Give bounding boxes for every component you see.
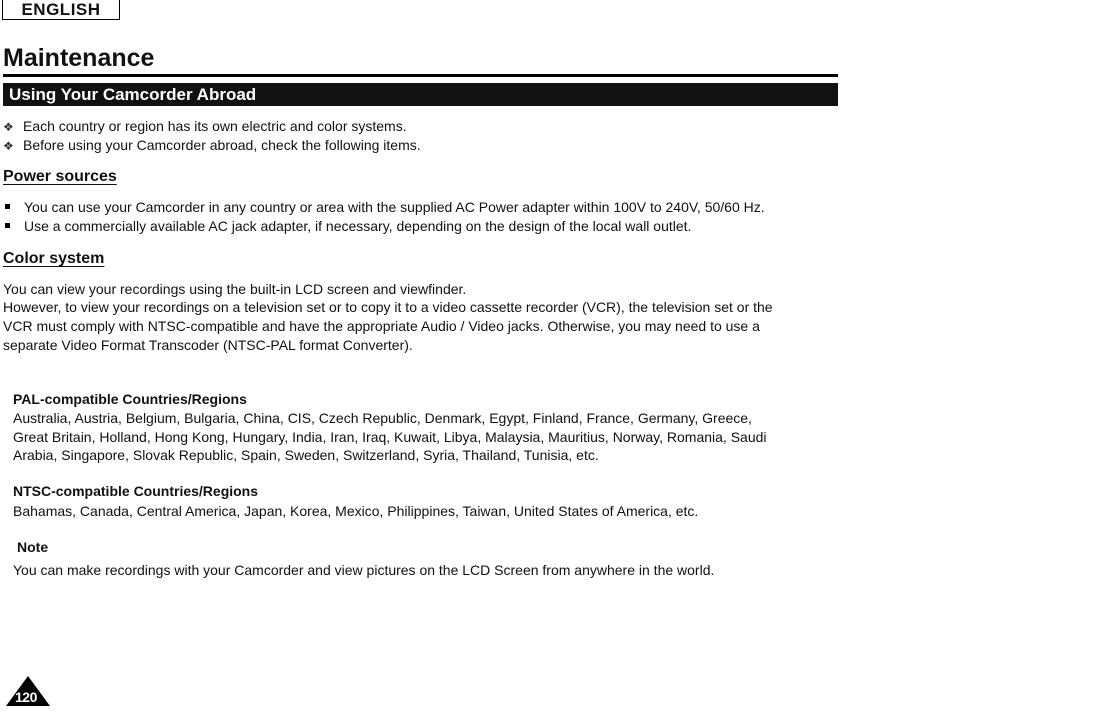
note-text: You can make recordings with your Camcorder and view pictures on the LCD Screen from anywhere in the world. — [13, 562, 715, 578]
square-bullet-icon — [5, 204, 10, 209]
language-label: ENGLISH — [2, 0, 120, 20]
section-title: Using Your Camcorder Abroad — [9, 84, 257, 104]
power-sources-heading: Power sources — [3, 168, 117, 185]
diamond-bullet-icon: ❖ — [3, 139, 14, 153]
intro-item: ❖ Each country or region has its own electric and color systems. — [3, 117, 407, 137]
color-system-line: You can view your recordings using the built-in LCD screen and viewfinder. — [3, 281, 467, 297]
pal-heading: PAL-compatible Countries/Regions — [13, 391, 247, 407]
power-item: You can use your Camcorder in any country or area with the supplied AC Power adapter within 100V to 240V, 50/60 Hz. — [5, 198, 765, 217]
note-heading: Note — [17, 539, 49, 555]
color-system-line: VCR must comply with NTSC-compatible and have the appropriate Audio / Video jacks. Otherwise, you may need to use a — [3, 318, 760, 334]
page-title: Maintenance — [3, 44, 155, 72]
title-divider — [3, 74, 838, 77]
square-bullet-icon — [5, 223, 10, 228]
power-item: Use a commercially available AC jack adapter, if necessary, depending on the design of the local wall outlet. — [5, 217, 691, 236]
section-banner — [3, 83, 838, 106]
color-system-heading: Color system — [3, 250, 105, 267]
diamond-bullet-icon: ❖ — [3, 120, 14, 134]
page-number: 120 — [15, 689, 37, 705]
pal-line: Great Britain, Holland, Hong Kong, Hungary, India, Iran, Iraq, Kuwait, Libya, Malaysia, Mauritius, Norway, Romania, Saudi — [13, 429, 767, 445]
color-system-line: However, to view your recordings on a television set or to copy it to a video cassette recorder (VCR), the television set or the — [3, 299, 773, 315]
intro-item: ❖ Before using your Camcorder abroad, check the following items. — [3, 136, 421, 156]
pal-line: Australia, Austria, Belgium, Bulgaria, China, CIS, Czech Republic, Denmark, Egypt, Finland, France, Germany, Greece, — [13, 410, 752, 426]
ntsc-line: Bahamas, Canada, Central America, Japan, Korea, Mexico, Philippines, Taiwan, United States of America, etc. — [13, 503, 699, 519]
page-number-badge — [5, 675, 51, 707]
color-system-line: separate Video Format Transcoder (NTSC-PAL format Converter). — [3, 337, 413, 353]
ntsc-heading: NTSC-compatible Countries/Regions — [13, 483, 259, 499]
pal-line: Arabia, Singapore, Slovak Republic, Spain, Sweden, Switzerland, Syria, Thailand, Tunisia, etc. — [13, 447, 599, 463]
